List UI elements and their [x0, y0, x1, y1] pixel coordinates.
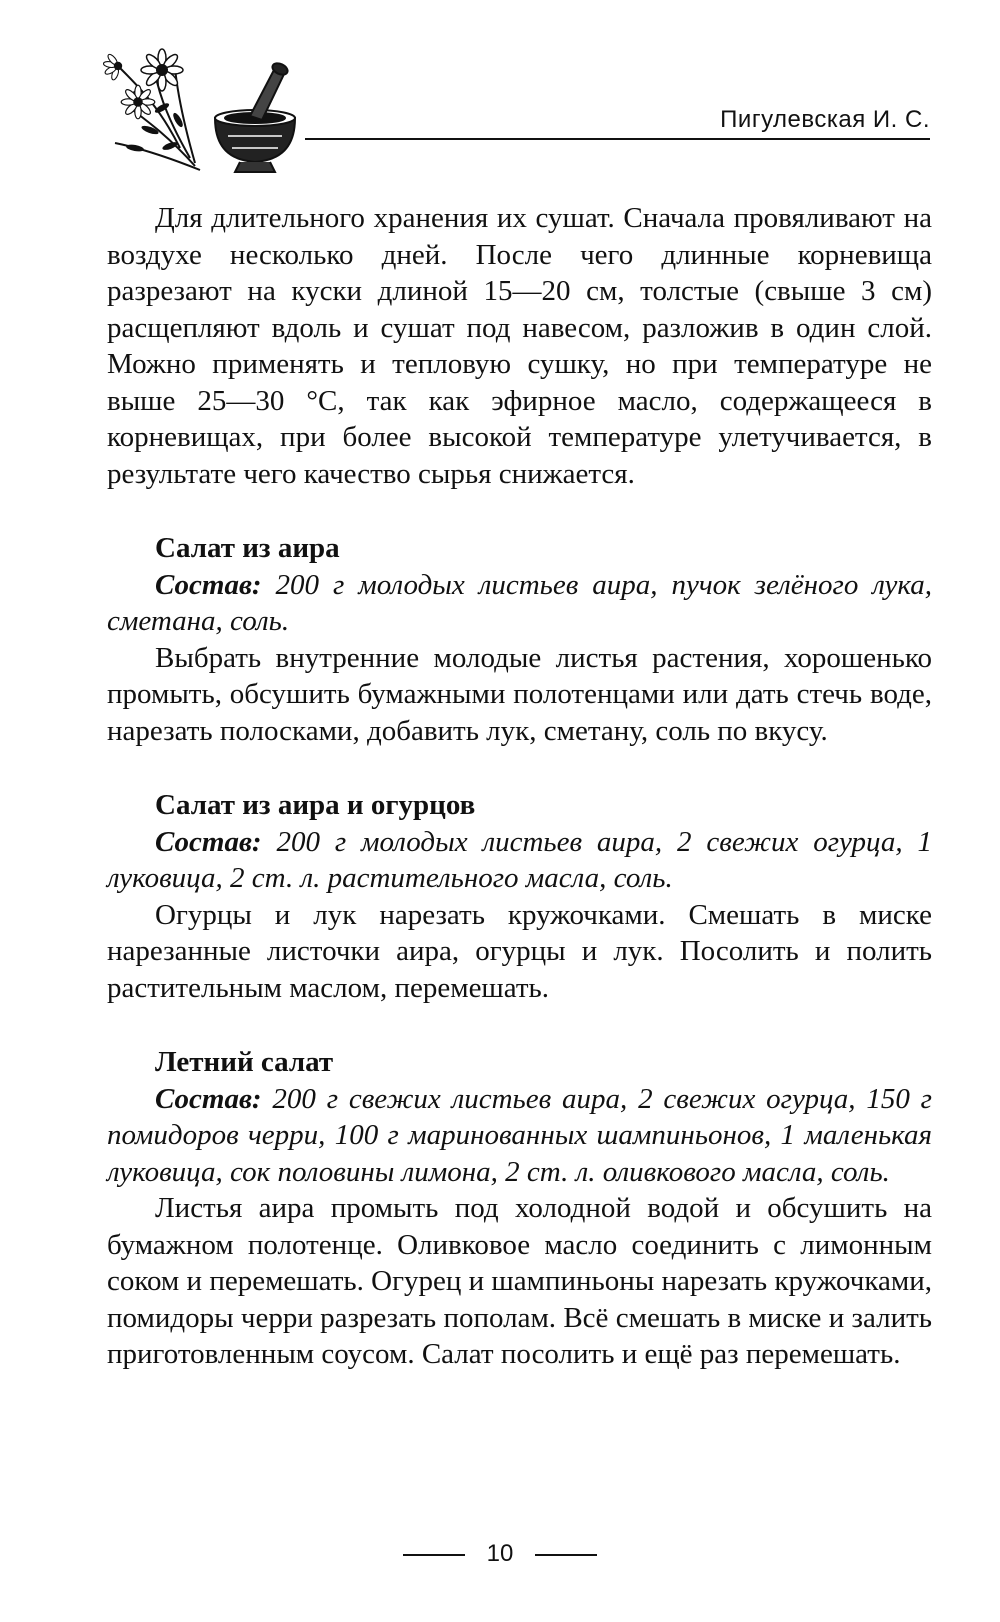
herb-mortar-illustration-icon [100, 48, 310, 178]
page-footer [0, 1540, 1000, 1568]
recipe-ingredients [107, 1081, 932, 1191]
ingredients-text: 200 г свежих листьев аира, 2 свежих огурца, 150 г помидоров черри, 100 г маринованных шампиньонов, 1 маленькая луковица, сок половины лимона, 2 ст. л. оливкового масла, соль. [107, 1082, 932, 1188]
ingredients-text: 200 г молодых листьев аира, 2 свежих огурца, 1 луковица, 2 ст. л. растительного масла, соль. [107, 825, 932, 894]
recipe-title: Летний салат [155, 1046, 334, 1078]
recipe-ingredients [107, 824, 932, 897]
recipe-title: Салат из аира и огурцов [155, 789, 476, 821]
footer-dash-left [403, 1554, 465, 1556]
footer-dash-right [535, 1554, 597, 1556]
ingredients-label: Состав: [155, 825, 262, 858]
running-head-author: Пигулевская И. С. [720, 106, 930, 133]
ingredients-label: Состав: [155, 1082, 262, 1115]
recipe-section [107, 530, 932, 749]
recipe-section [107, 787, 932, 1006]
recipe-instructions: Выбрать внутренние молодые листья растения, хорошенько промыть, обсушить бумажными полотенцами или дать стечь воде, нарезать полосками, добавить лук, сметану, соль по вкусу. [107, 641, 932, 747]
intro-paragraph: Для длительного хранения их сушат. Сначала провяливают на воздухе несколько дней. После чего длинные корневища разрезают на куски длиной 15—20 см, толстые (свыше 3 см) расщепляют вдоль и сушат под навесом, разложив в один слой. Можно применять и тепловую сушку, но при температуре не выше 25—30 °С, так как эфирное масло, содержащееся в корневищах, при более высокой температуре улетучивается, в результате чего качество сырья снижается. [107, 202, 932, 490]
recipe-instructions: Листья аира промыть под холодной водой и обсушить на бумажном полотенце. Оливковое масло соединить с лимонным соком и перемешать. Огурец и шампиньоны нарезать кружочками, помидоры черри разрезать пополам. Всё смешать в миске и залить приготовленным соусом. Салат посолить и ещё раз перемешать. [107, 1192, 932, 1370]
recipe-title: Салат из аира [155, 532, 340, 564]
recipe-section [107, 1044, 932, 1373]
page-body [107, 200, 932, 1373]
recipe-ingredients [107, 567, 932, 640]
header-divider [305, 138, 930, 140]
ingredients-text: 200 г молодых листьев аира, пучок зелёного лука, сметана, соль. [107, 568, 932, 637]
ingredients-label: Состав: [155, 568, 262, 601]
recipe-instructions: Огурцы и лук нарезать кружочками. Смешать в миске нарезанные листочки аира, огурцы и лук. Посолить и полить растительным маслом, перемешать. [107, 898, 932, 1004]
page-number: 10 [486, 1540, 514, 1567]
page-header [100, 48, 930, 178]
